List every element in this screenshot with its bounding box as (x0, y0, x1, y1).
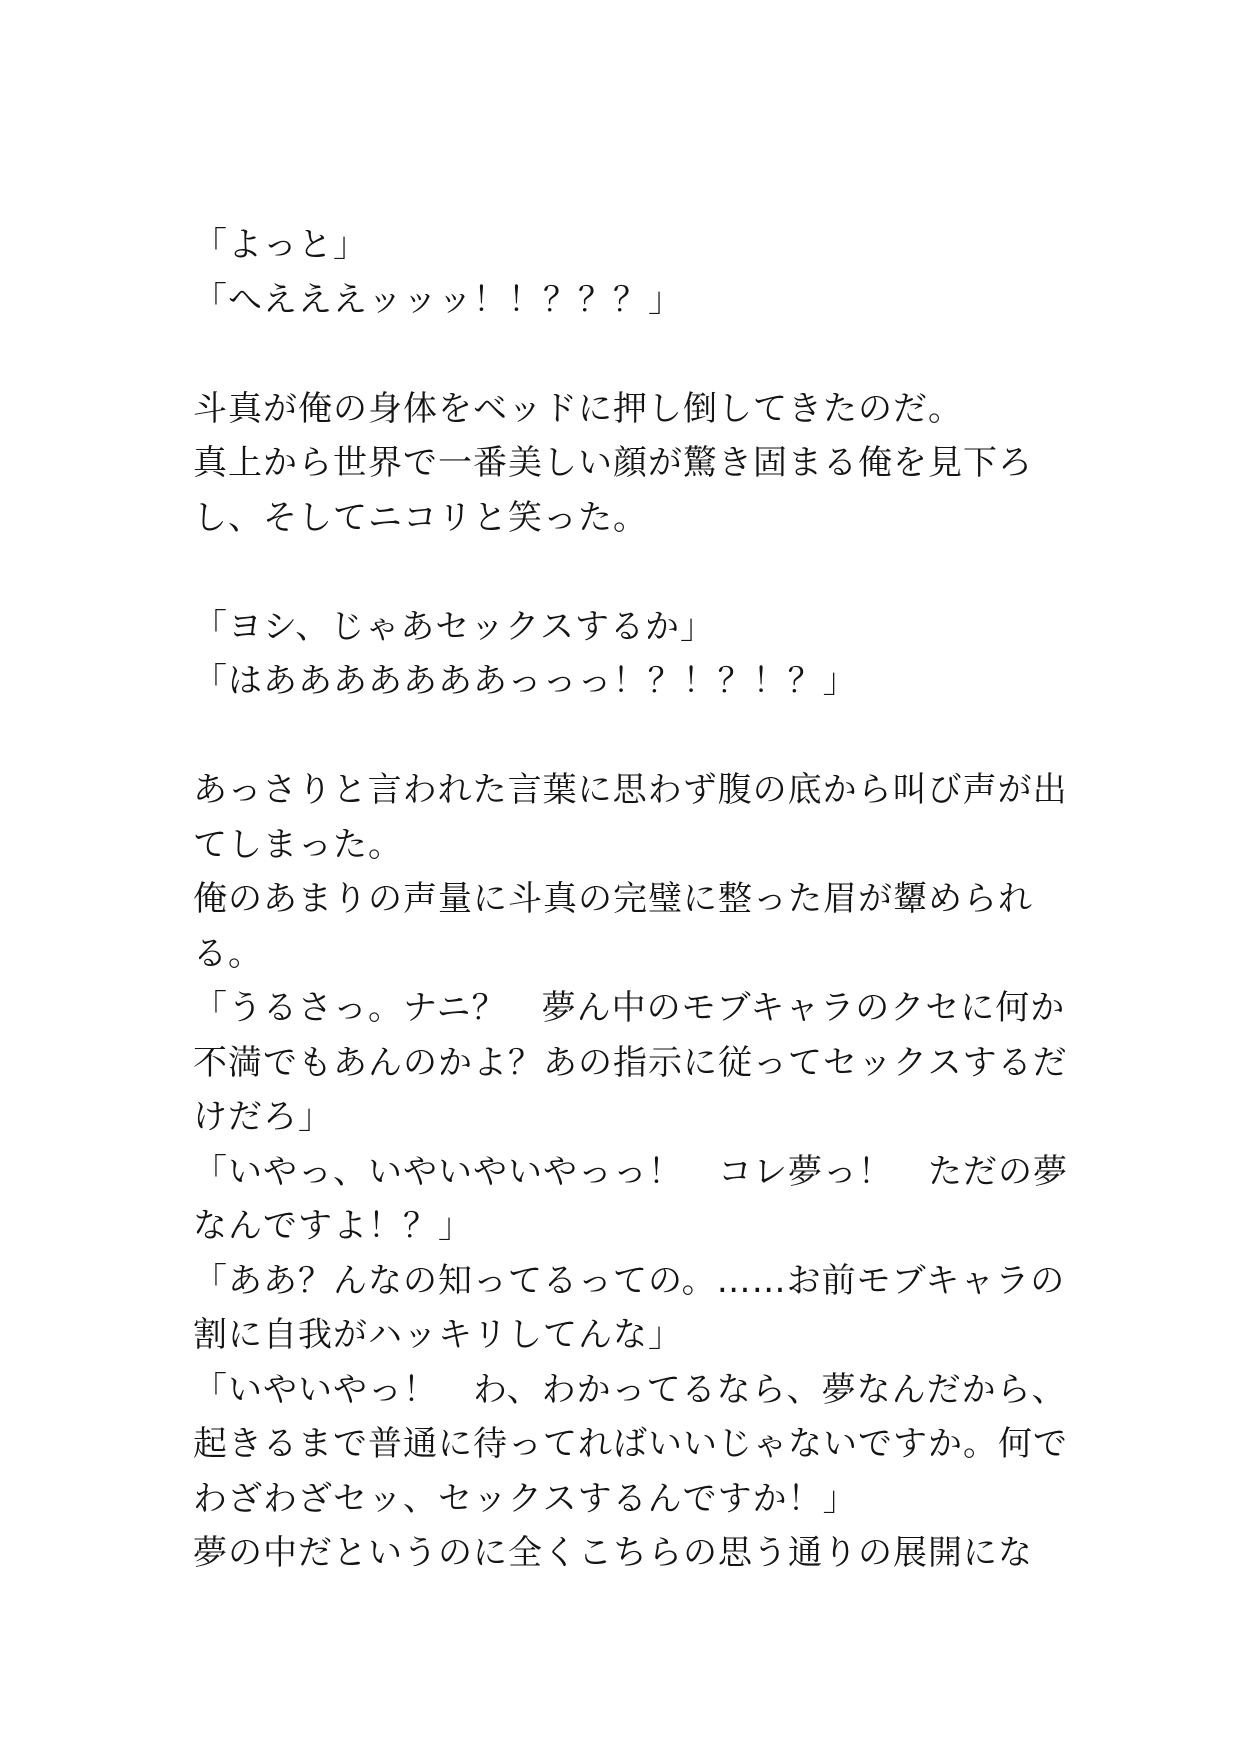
text-line: 不満でもあんのかよ？あの指示に従ってセックスするだ (193, 1042, 1068, 1083)
text-line: なんですよ！？」 (193, 1206, 473, 1246)
text-line: し、そしてニコリと笑った。 (193, 497, 648, 538)
blank-line (193, 709, 1073, 764)
text-line: 「ああ？んなの知ってるっての。……お前モブキャラの (193, 1260, 1066, 1301)
text-line: けだろ」 (193, 1097, 333, 1137)
blank-line (193, 327, 1073, 382)
text-line: 「いやいやっ！ わ、わかってるなら、夢なんだから、 (193, 1369, 1067, 1410)
text-line: 「うるさっ。ナニ？ 夢ん中のモブキャラのクセに何か (193, 988, 1066, 1028)
text-line: てしまった。 (193, 824, 403, 865)
body-text (193, 218, 1073, 1581)
blank-line (193, 545, 1073, 600)
text-line: 斗真が俺の身体をベッドに押し倒してきたのだ。 (193, 388, 963, 429)
text-line: 「いやっ、いやいやいやっっ！ コレ夢っ！ ただの夢 (193, 1151, 1068, 1192)
text-line: わざわざセッ、セックスするんですか！」 (193, 1478, 858, 1519)
text-line: 「よっと」 (193, 225, 368, 265)
text-line: 割に自我がハッキリしてんな」 (193, 1315, 683, 1355)
text-line: 「ヨシ、じゃあセックスするか」 (193, 606, 715, 647)
text-line: 「はあああああああっっっ！？！？！？」 (193, 661, 858, 701)
text-line: る。 (193, 933, 263, 974)
text-line: あっさりと言われた言葉に思わず腹の底から叫び声が出 (193, 770, 1068, 810)
text-line: 夢の中だというのに全くこちらの思う通りの展開にな (193, 1533, 1033, 1573)
text-line: 真上から世界で一番美しい顔が驚き固まる俺を見下ろ (193, 443, 1033, 483)
text-line: 起きるまで普通に待ってればいいじゃないですか。何で (193, 1424, 1068, 1464)
text-line: 俺のあまりの声量に斗真の完璧に整った眉が顰められ (193, 879, 1033, 919)
text-line: 「へえええッッッ！！？？？」 (193, 279, 683, 320)
